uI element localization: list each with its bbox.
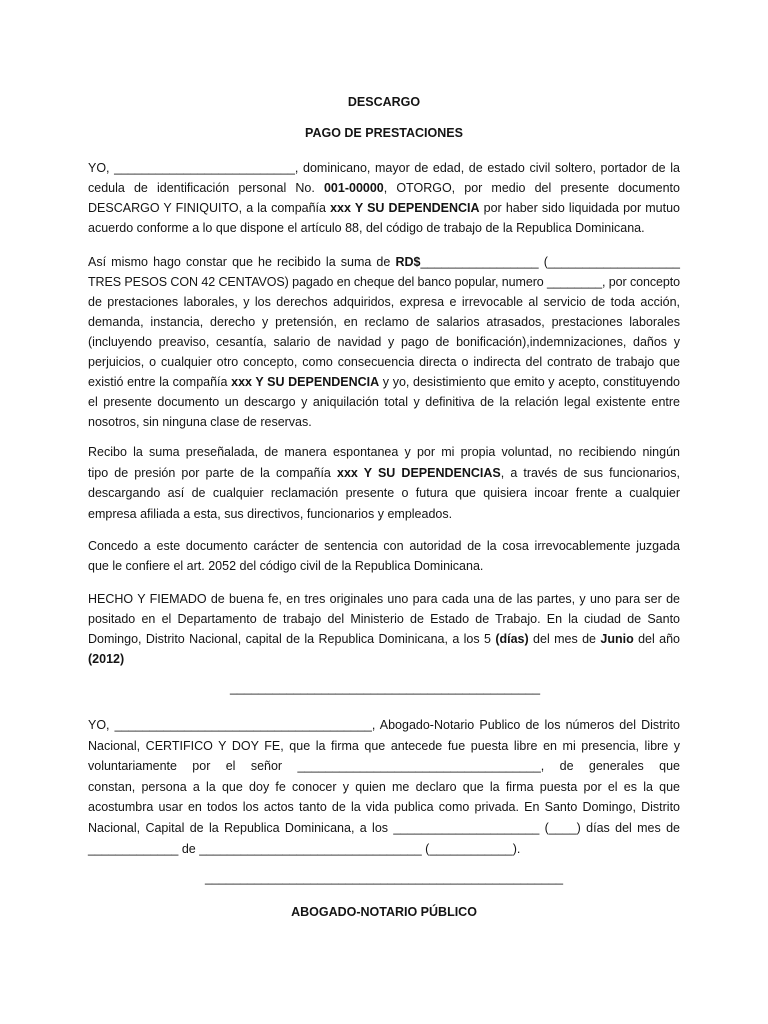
text-segment: perjuicios, o cualquier otro concepto, como consecuencia directa o indirecta del contrato de trabajo que xyxy=(88,355,680,369)
text-line xyxy=(88,556,680,576)
bold-text-segment: (días) xyxy=(495,632,529,646)
text-line xyxy=(88,736,680,757)
bold-text-segment: Junio xyxy=(600,632,634,646)
text-line xyxy=(88,372,680,392)
line-text xyxy=(88,312,680,332)
text-line xyxy=(88,818,680,839)
payment-receipt-paragraph xyxy=(88,252,680,432)
text-segment: Nacional, CERTIFICO Y DOY FE, que la firma que antecede fue puesta libre en mi presencia, libre y xyxy=(88,738,680,753)
text-segment: HECHO Y FIEMADO de buena fe, en tres originales uno para cada una de las partes, y uno para ser de xyxy=(88,592,680,606)
text-segment: YO, _____________________________________, Abogado-Notario Publico de los números del Distrito xyxy=(88,718,680,732)
text-line xyxy=(88,649,680,669)
signature-underline: ___________________________________________________ xyxy=(205,871,563,885)
text-segment: nosotros, sin ninguna clase de reservas. xyxy=(88,415,312,429)
text-segment: y yo, desistimiento que emito y acepto, constituyendo xyxy=(379,375,680,389)
text-line xyxy=(88,589,680,609)
text-segment: que le confiere el art. 2052 del código civil de la Republica Dominicana. xyxy=(88,559,484,573)
line-text xyxy=(88,483,680,504)
notary-title: ABOGADO-NOTARIO PÚBLICO xyxy=(291,905,477,919)
bold-text-segment: xxx Y SU DEPENDENCIA xyxy=(330,201,480,215)
line-text xyxy=(88,777,680,798)
line-text xyxy=(88,198,680,218)
text-line xyxy=(88,312,680,332)
text-segment: constan, persona a la que doy fe conocer y quien me declaro que la firma puesta por el es la que xyxy=(88,779,680,794)
text-segment: DESCARGO Y FINIQUITO, a la compañía xyxy=(88,201,331,215)
line-text xyxy=(88,536,680,556)
line-text xyxy=(88,756,680,777)
bold-text-segment: xxx Y SU DEPENDENCIAS xyxy=(337,465,501,480)
line-text xyxy=(88,412,312,432)
line-text xyxy=(88,372,680,392)
text-segment: voluntariamente por el señor ___________________________________, de generales que xyxy=(88,759,680,774)
text-segment: tipo de presión por parte de la compañía xyxy=(88,465,337,480)
text-segment: empresa afiliada a esta, sus directivos, funcionarios y empleados. xyxy=(88,506,453,521)
identity-clause-paragraph xyxy=(88,158,680,238)
text-line xyxy=(88,463,680,484)
text-line xyxy=(88,536,680,556)
text-line xyxy=(88,715,680,736)
text-segment: existió entre la compañía xyxy=(88,375,232,389)
text-segment: positado en el Departamento de trabajo del Ministerio de Estado de Trabajo. En la ciudad de Santo xyxy=(88,612,680,626)
text-segment: Domingo, Distrito Nacional, capital de la Republica Dominicana, a los 5 xyxy=(88,632,496,646)
text-segment: acuerdo conforme a lo que dispone el artículo 88, del código de trabajo de la Republica Dominicana. xyxy=(88,221,645,235)
text-segment: Así mismo hago constar que he recibido la suma de xyxy=(88,255,396,269)
text-segment: TRES PESOS CON 42 CENTAVOS) pagado en cheque del banco popular, numero ________, por concepto xyxy=(88,275,680,289)
text-segment: del año xyxy=(633,632,681,646)
text-segment: por haber sido liquidada por mutuo xyxy=(479,201,681,215)
line-text xyxy=(88,292,680,312)
document-subtitle: PAGO DE PRESTACIONES xyxy=(305,126,463,140)
notary-signature-line xyxy=(205,868,563,888)
text-line xyxy=(88,442,680,463)
document-title: DESCARGO xyxy=(347,95,421,109)
text-segment: cedula de identificación personal No. xyxy=(88,181,324,195)
line-text xyxy=(88,352,680,372)
text-line xyxy=(88,629,680,649)
text-segment: (incluyendo preaviso, cesantía, salario de navidad y pago de bonificación),indemnizaciones, daños y xyxy=(88,335,680,349)
line-text xyxy=(88,589,680,609)
line-text xyxy=(88,556,483,576)
text-line xyxy=(88,504,680,525)
line-text xyxy=(88,252,680,272)
notary-certification-paragraph xyxy=(88,715,680,859)
text-segment: Nacional, Capital de la Republica Dominicana, a los _____________________ (____) días del mes de xyxy=(88,820,680,835)
text-segment: del mes de xyxy=(528,632,601,646)
bold-text-segment: xxx Y SU DEPENDENCIA xyxy=(231,375,380,389)
text-line xyxy=(88,352,680,372)
text-line xyxy=(88,756,680,777)
text-segment: Concedo a este documento carácter de sentencia con autoridad de la cosa irrevocablemente juzgada xyxy=(88,539,680,553)
execution-date-paragraph xyxy=(88,589,680,669)
signature-underline: ____________________________________________ xyxy=(230,681,540,695)
line-text xyxy=(88,736,680,757)
voluntary-receipt-paragraph xyxy=(88,442,680,524)
text-line xyxy=(88,332,680,352)
text-line xyxy=(88,483,680,504)
line-text xyxy=(88,504,452,525)
text-segment: el presente documento un descargo y aniquilación total y definitiva de la relación legal existente entre xyxy=(88,395,680,409)
text-segment: _________________ (___________________ xyxy=(420,255,680,269)
line-text xyxy=(88,332,680,352)
text-line xyxy=(88,797,680,818)
line-text xyxy=(88,609,680,629)
line-text xyxy=(88,649,124,669)
bold-text-segment: RD$ xyxy=(395,255,421,269)
text-line xyxy=(88,777,680,798)
line-text xyxy=(88,839,520,860)
party-signature-line xyxy=(230,678,540,698)
line-text xyxy=(88,392,680,412)
line-text xyxy=(88,463,680,484)
text-line xyxy=(88,158,680,178)
text-line xyxy=(88,412,680,432)
text-line xyxy=(88,272,680,292)
text-line xyxy=(88,609,680,629)
text-line xyxy=(88,198,680,218)
text-line xyxy=(88,292,680,312)
text-segment: descargando así de cualquier reclamación presente o futura que quisiera incoar frente a cualquier xyxy=(88,486,680,501)
text-line xyxy=(88,392,680,412)
text-line xyxy=(88,252,680,272)
text-segment: _____________ de ________________________________ (____________). xyxy=(88,841,521,856)
bold-text-segment: (2012) xyxy=(88,652,125,666)
line-text xyxy=(88,797,680,818)
line-text xyxy=(88,818,680,839)
text-segment: de prestaciones laborales, y los derechos adquiridos, expresa e irrevocable al servicio de toda acción, xyxy=(88,295,680,309)
line-text xyxy=(88,178,680,198)
line-text xyxy=(88,715,680,736)
text-segment: , a través de sus funcionarios, xyxy=(500,465,680,480)
text-segment: , OTORGO, por medio del presente documento xyxy=(383,181,680,195)
text-line xyxy=(88,218,680,238)
bold-text-segment: 001-00000 xyxy=(323,181,384,195)
line-text xyxy=(88,629,680,649)
legal-effect-paragraph xyxy=(88,536,680,576)
text-line xyxy=(88,839,680,860)
line-text xyxy=(88,272,680,292)
text-segment: demanda, instancia, derecho y pretensión, en reclamo de salarios atrasados, prestaciones laborales xyxy=(88,315,680,329)
text-segment: Recibo la suma preseñalada, de manera espontanea y por mi propia voluntad, no recibiendo ningún xyxy=(88,445,680,459)
line-text xyxy=(88,218,645,238)
text-segment: acostumbra usar en todos los actos tanto de la vida publica como privada. En Santo Domingo, Distrito xyxy=(88,800,680,815)
line-text xyxy=(88,442,680,463)
text-line xyxy=(88,178,680,198)
text-segment: YO, __________________________, dominicano, mayor de edad, de estado civil soltero, portador de la xyxy=(88,161,680,175)
line-text xyxy=(88,158,680,178)
